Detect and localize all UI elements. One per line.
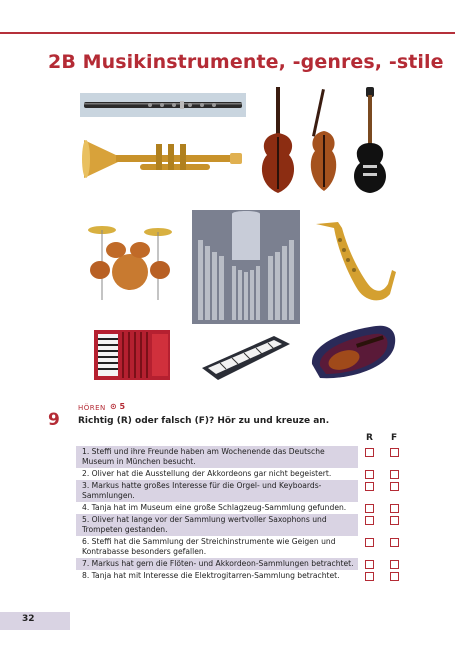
cd-track: ⊙ 5 [110,402,126,411]
statement-row [76,446,358,468]
checkbox-f[interactable] [390,560,399,569]
statement-row [76,570,358,582]
cello-image [302,85,342,197]
keyboard-image [196,328,294,386]
checkbox-r[interactable] [365,516,374,525]
organ-image [192,210,300,324]
checkbox-f[interactable] [390,470,399,479]
violin-image [306,320,398,386]
electric-guitar-icon [344,85,394,197]
statement-text: 3. Markus hatte großes Interesse für die Orgel- und Keyboards-Sammlungen. [82,481,322,500]
trumpet-image [80,130,246,188]
statement-row [76,468,358,480]
checkbox-r[interactable] [365,504,374,513]
statement-text: 4. Tanja hat im Museum eine große Schlagzeug-Sammlung gefunden. [82,503,347,512]
keyboard-icon [196,328,294,386]
statement-text: 2. Oliver hat die Ausstellung der Akkordeons gar nicht begeistert. [82,469,332,478]
statement-text: 6. Steffi hat die Sammlung der Streichinstrumente wie Geigen und Kontrabasse besonders gefallen. [82,537,336,556]
statement-text: 5. Oliver hat lange vor der Sammlung wertvoller Saxophons und Trompeten gestanden. [82,515,327,534]
checkbox-f[interactable] [390,482,399,491]
checkbox-r[interactable] [365,448,374,457]
statement-row [76,514,358,536]
statement-text: 8. Tanja hat mit Interesse die Elektrogitarren-Sammlung betrachtet. [82,571,340,580]
exercise-instruction: Richtig (R) oder falsch (F)? Hör zu und kreuze an. [78,416,330,426]
checkbox-r[interactable] [365,482,374,491]
accordion-icon [90,324,174,384]
cello-icon [302,85,342,197]
checkbox-f[interactable] [390,504,399,513]
violin-icon [306,320,398,386]
checkbox-f[interactable] [390,516,399,525]
checkbox-r[interactable] [365,572,374,581]
statement-row [76,558,358,570]
accordion-image [90,324,174,384]
section-label: HÖREN [78,404,106,412]
page-title: 2B Musikinstrumente, -genres, -stile [48,51,444,73]
checkbox-r[interactable] [365,470,374,479]
page-number: 32 [22,614,35,624]
saxophone-image [308,210,396,304]
flute-icon [80,93,246,117]
statement-row [76,502,358,514]
drum-kit-image [80,210,180,310]
organ-icon [192,210,300,324]
column-r-label: R [366,433,373,443]
trumpet-icon [80,130,246,188]
top-rule [0,32,455,34]
checkbox-f[interactable] [390,572,399,581]
drum-kit-icon [80,210,180,310]
checkbox-r[interactable] [365,560,374,569]
column-f-label: F [391,433,398,443]
page-number-box [0,612,70,630]
saxophone-icon [308,210,396,304]
statement-row [76,480,358,502]
exercise-number: 9 [48,410,60,430]
double-bass-icon [255,85,301,197]
statement-text: 1. Steffi und ihre Freunde haben am Wochenende das Deutsche Museum in München besucht. [82,447,325,466]
statement-list [76,446,414,582]
statement-row [76,536,358,558]
checkbox-r[interactable] [365,538,374,547]
statement-text: 7. Markus hat gern die Flöten- und Akkordeon-Sammlungen betrachtet. [82,559,354,568]
checkbox-f[interactable] [390,538,399,547]
electric-guitar-image [344,85,394,197]
double-bass-image [255,85,301,197]
checkbox-f[interactable] [390,448,399,457]
flute-image [80,93,246,117]
